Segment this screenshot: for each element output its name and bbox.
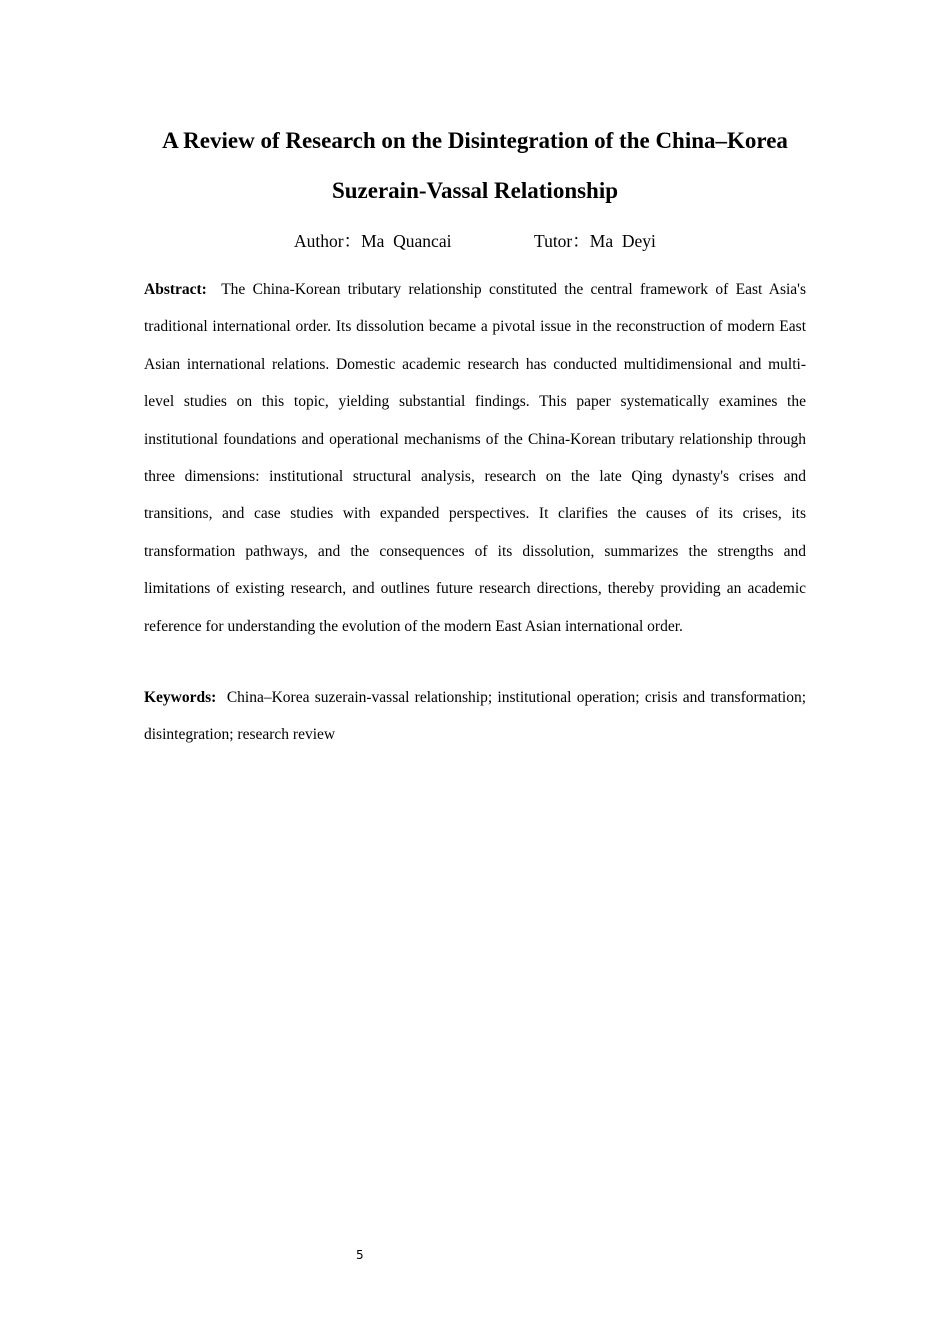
author-info — [294, 228, 451, 254]
tutor-info — [534, 228, 656, 254]
keywords-text: China–Korea suzerain-vassal relationship; institutional operation; crisis and transformation; disintegration; research review — [144, 689, 806, 744]
abstract-label: Abstract: — [144, 281, 207, 298]
paper-title: A Review of Research on the Disintegration of the China–Korea Suzerain-Vassal Relationship — [162, 128, 788, 203]
tutor-name: Ma Deyi — [589, 231, 656, 251]
abstract-text: The China-Korean tributary relationship constituted the central framework of East Asia's traditional international order. Its dissolution became a pivotal issue in the reconstruction of modern East Asian international relations. Domestic academic research has conducted multidimensional and multi-level studies on this topic, yielding substantial findings. This paper systematically examines the institutional foundations and operational mechanisms of the China-Korean tributary relationship through three dimensions: institutional structural analysis, research on the late Qing dynasty's crises and transitions, and case studies with expanded perspectives. It clarifies the causes of its crises, its transformation pathways, and the consequences of its dissolution, summarizes the strengths and limitations of existing research, and outlines future research directions, thereby providing an academic reference for understanding the evolution of the modern East Asian international order. — [144, 281, 806, 635]
abstract-paragraph — [144, 271, 806, 645]
page-number: 5 — [356, 1248, 364, 1262]
keywords-label: Keywords: — [144, 689, 217, 706]
author-label: Author — [294, 231, 344, 251]
author-separator: ： — [343, 231, 362, 251]
author-name: Ma Quancai — [361, 231, 452, 251]
author-line — [0, 228, 950, 254]
tutor-separator: ： — [572, 231, 590, 251]
tutor-label: Tutor — [534, 231, 573, 251]
keywords-paragraph — [144, 679, 806, 754]
